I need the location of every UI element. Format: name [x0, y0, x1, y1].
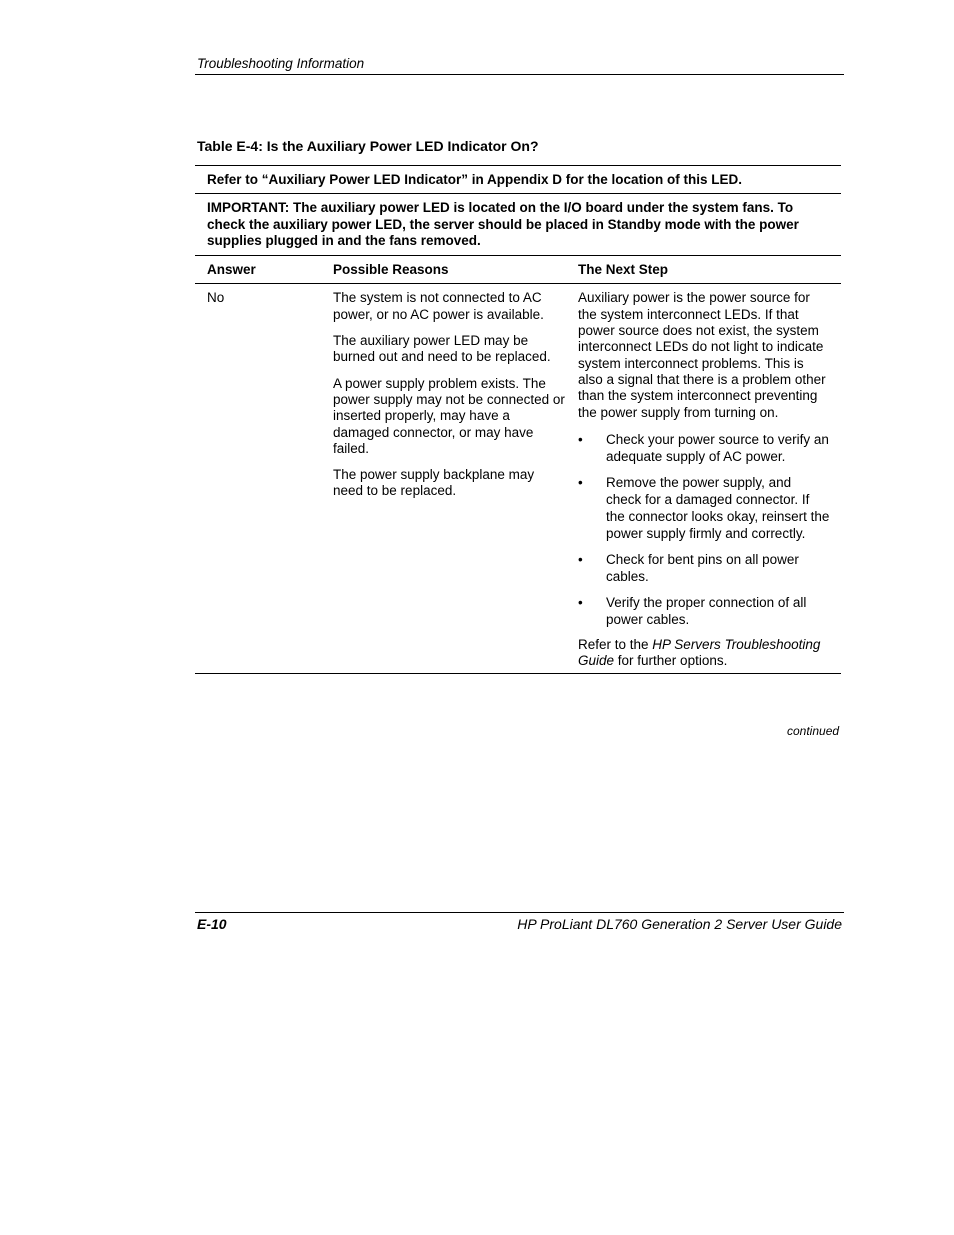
reason-text: A power supply problem exists. The power supply may not be connected or inserted properly, may have a damaged connector, or may have failed.: [333, 375, 565, 456]
list-item: [578, 431, 830, 465]
column-header-next-step: The Next Step: [578, 262, 669, 278]
bullet-icon: •: [578, 474, 583, 490]
list-item: [578, 594, 830, 628]
page-number: E-10: [197, 916, 227, 932]
running-header: Troubleshooting Information: [197, 56, 365, 71]
next-step-cell: [578, 290, 838, 669]
reason-text: The auxiliary power LED may be burned out and need to be replaced.: [333, 333, 551, 365]
bullet-icon: •: [578, 594, 583, 610]
reasons-cell: [333, 290, 578, 669]
table-title: Table E-4: Is the Auxiliary Power LED Indicator On?: [197, 138, 539, 154]
guide-title: HP ProLiant DL760 Generation 2 Server User Guide: [517, 916, 842, 932]
table-important-note: IMPORTANT: The auxiliary power LED is located on the I/O board under the system fans. To check the auxiliary power LED, the server should be placed in Standby mode with the power supplies plugged in and the fans removed.: [195, 194, 841, 256]
list-item-text: Remove the power supply, and check for a damaged connector. If the connector looks okay, reinsert the power supply firmly and correctly.: [606, 474, 830, 541]
bullet-icon: •: [578, 551, 583, 567]
reason-text: The system is not connected to AC power, or no AC power is available.: [333, 290, 544, 322]
table-refer-note: Refer to “Auxiliary Power LED Indicator” in Appendix D for the location of this LED.: [195, 165, 841, 194]
header-divider: [195, 74, 844, 75]
closing-prefix: Refer to the: [578, 636, 653, 652]
column-header-answer: Answer: [207, 262, 256, 278]
answer-cell: No: [207, 290, 225, 306]
guide-reference: HP Servers Troubleshooting Guide: [578, 636, 821, 669]
next-step-closing: [578, 637, 830, 670]
column-header-reasons: Possible Reasons: [333, 262, 449, 278]
table-row: [195, 284, 841, 674]
list-item-text: Check for bent pins on all power cables.: [606, 551, 799, 584]
list-item-text: Check your power source to verify an adequate supply of AC power.: [606, 431, 829, 464]
list-item-text: Verify the proper connection of all power cables.: [606, 594, 807, 627]
troubleshooting-table: [195, 165, 841, 674]
list-item: [578, 551, 830, 585]
next-step-intro: Auxiliary power is the power source for the system interconnect LEDs. If that power source does not exist, the system interconnect LEDs do not light to indicate system interconnect problems. This is also a signal that there is a problem other than the system interconnect preventing the power supply from turning on.: [578, 290, 826, 420]
continued-label: continued: [787, 724, 840, 738]
reason-text: The power supply backplane may need to be replaced.: [333, 467, 535, 499]
list-item: [578, 474, 830, 542]
table-header-row: [195, 256, 841, 284]
footer-divider: [195, 912, 844, 913]
bullet-icon: •: [578, 431, 583, 447]
closing-suffix: for further options.: [614, 653, 728, 669]
